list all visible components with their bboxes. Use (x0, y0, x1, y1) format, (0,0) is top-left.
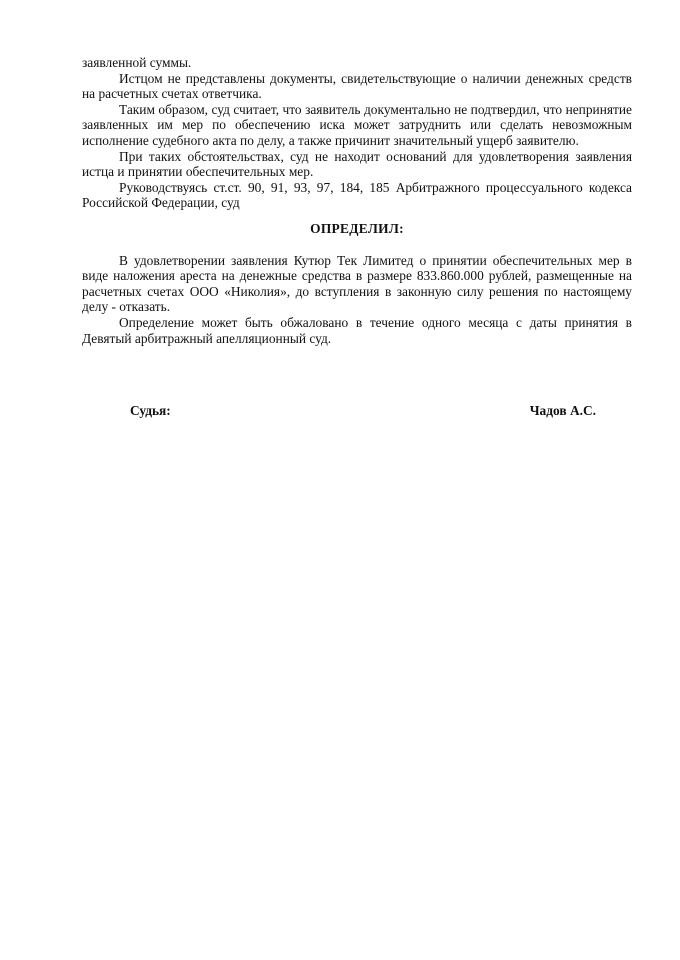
paragraph-no-evidence: Истцом не представлены документы, свидетельствующие о наличии денежных средств на расчетных счетах ответчика. (82, 70, 632, 102)
judge-label: Судья: (130, 403, 171, 418)
paragraph-appeal: Определение может быть обжаловано в течение одного месяца с даты принятия в Девятый арбитражный апелляционный суд. (82, 314, 632, 346)
ruling-heading: ОПРЕДЕЛИЛ: (310, 220, 404, 236)
paragraph-legal-basis: Руководствуясь ст.ст. 90, 91, 93, 97, 184, 185 Арбитражного процессуального кодекса Российской Федерации, суд (82, 179, 632, 211)
paragraph-continuation: заявленной суммы. (82, 55, 192, 70)
judge-name: Чадов А.С. (529, 403, 596, 418)
paragraph-ruling: В удовлетворении заявления Кутюр Тек Лимитед о принятии обеспечительных мер в виде наложения ареста на денежные средства в размере 833.860.000 рублей, размещенные на расчетных счетах ООО «Николия», до вступления в законную силу решения по настоящему делу - отказать. (82, 252, 632, 315)
paragraph-no-grounds: При таких обстоятельствах, суд не находит оснований для удовлетворения заявления истца и принятии обеспечительных мер. (82, 148, 632, 180)
document-body (82, 55, 632, 418)
paragraph-court-conclusion: Таким образом, суд считает, что заявитель документально не подтвердил, что непринятие заявленных им мер по обеспечению иска может затруднить или сделать невозможным исполнение судебного акта по делу, а также причинит значительный ущерб заявителю. (82, 101, 632, 148)
